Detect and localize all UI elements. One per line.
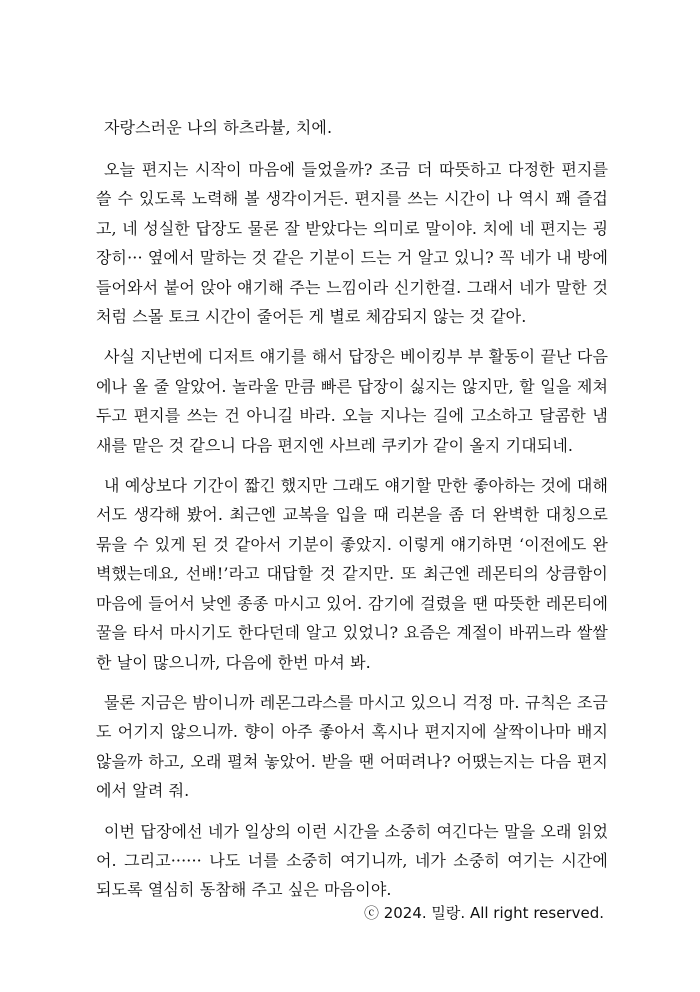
copyright-notice: ⓒ 2024. 밀랑. All right reserved. [363,904,604,922]
letter-paragraph-4: 물론 지금은 밤이니까 레몬그라스를 마시고 있으니 걱정 마. 규칙은 조금도 어기지 않으니까. 향이 아주 좋아서 혹시나 편지지에 살짝이나마 배지 않을까 하고, 오래 펼쳐 놓았어. 받을 땐 어떠려나? 어땠는지는 다음 편지에서 알려 줘. [96,692,608,801]
letter-paragraph-5: 이번 답장에선 네가 일상의 이런 시간을 소중히 여긴다는 말을 오래 읽었어. 그리고······ 나도 너를 소중히 여기니까, 네가 소중히 여기는 시간에 되도록 열심히 동참해 주고 싶은 마음이야. [96,821,608,900]
letter-paragraph-2: 사실 지난번에 디저트 얘기를 해서 답장은 베이킹부 부 활동이 끝난 다음에나 올 줄 알았어. 놀라울 만큼 빠른 답장이 싫지는 않지만, 할 일을 제쳐두고 편지를 쓰는 건 아니길 바라. 오늘 지나는 길에 고소하고 달콤한 냄새를 맡은 것 같으니 다음 편지엔 사브레 쿠키가 같이 올지 기대되네. [96,347,608,455]
letter-greeting: 자랑스러운 나의 하츠라뷸, 치에. [104,118,333,137]
letter-paragraph-1: 오늘 편지는 시작이 마음에 들었을까? 조금 더 따뜻하고 다정한 편지를 쓸 수 있도록 노력해 볼 생각이거든. 편지를 쓰는 시간이 나 역시 꽤 즐겁고, 네 성실한 답장도 물론 잘 받았다는 의미로 말이야. 치에 네 편지는 굉장히··· 옆에서 말하는 것 같은 기분이 드는 거 알고 있니? 꼭 네가 내 방에 들어와서 붙어 앉아 얘기해 주는 느낌이라 신기한걸. 그래서 네가 말한 것처럼 스몰 토크 시간이 줄어든 게 별로 체감되지 않는 것 같아. [96,160,608,327]
letter-paragraph-3: 내 예상보다 기간이 짧긴 했지만 그래도 얘기할 만한 좋아하는 것에 대해서도 생각해 봤어. 최근엔 교복을 입을 때 리본을 좀 더 완벽한 대칭으로 묶을 수 있게 된 것 같아서 기분이 좋았지. 이렇게 얘기하면 ‘이전에도 완벽했는데요, 선배!’라고 대답할 것 같지만. 또 최근엔 레몬티의 상큼함이 마음에 들어서 낮엔 종종 마시고 있어. 감기에 걸렸을 땐 따뜻한 레몬티에 꿀을 타서 마시기도 한다던데 알고 있었니? 요즘은 계절이 바뀌느라 쌀쌀한 날이 많으니까, 다음에 한번 마셔 봐. [96,476,608,672]
letter-body [96,112,608,916]
